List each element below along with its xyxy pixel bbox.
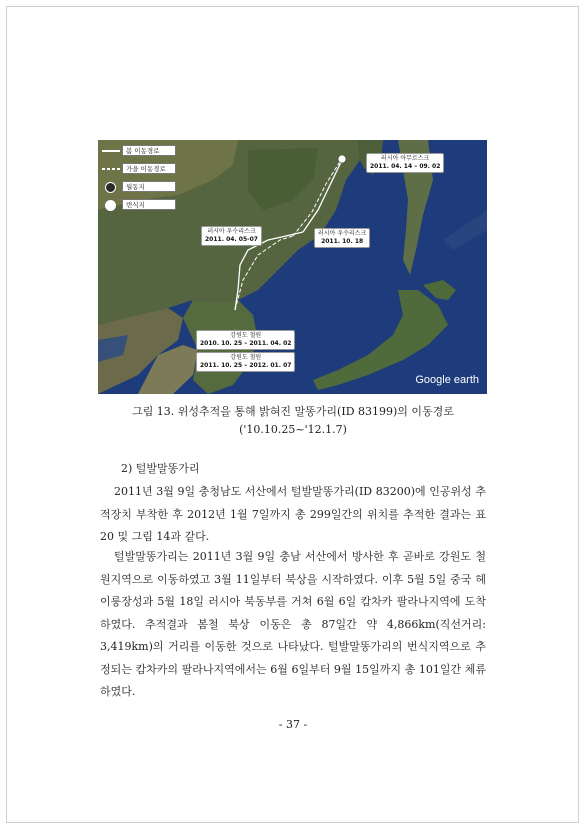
- callout-date: 2011. 04. 05-07: [205, 236, 258, 243]
- callout-amursk: [366, 153, 444, 173]
- legend-spring-route: [100, 142, 188, 159]
- figure-caption: 그림 13. 위성추적을 통해 밝혀진 말똥가리(ID 83199)의 이동경로: [132, 405, 454, 418]
- satellite-map: [98, 140, 487, 394]
- route-line-icon: [102, 150, 120, 152]
- google-earth-logo: [415, 374, 479, 386]
- section-heading: 2) 털발말똥가리: [121, 462, 200, 475]
- stopover-dot-icon: [105, 182, 116, 193]
- legend-label: 가을 이동경로: [122, 163, 176, 174]
- callout-name: 러시아 우수리스크: [207, 228, 256, 235]
- callout-name: 러시아 아무르스크: [381, 155, 430, 162]
- callout-ussuriysk-spring: [201, 226, 262, 246]
- paragraph-2: 털발말똥가리는 2011년 3월 9일 충남 서산에서 방사한 후 곧바로 강원도 철원지역으로 이동하였고 3월 11일부터 북상을 시작하였다. 이후 5월 5일 중국 헤이룽장성과 5월 18일 러시아 북동부를 거쳐 6월 6일 캄차카 팔라나지역에 도착하였다. 추적결과 봄철 북상 이동은 총 87일간 약 4,866km(직선거리: 3,419km)의 거리를 이동한 것으로 나타났다. 털발말똥가리의 번식지역으로 추정되는 캄차카의 팔라나지역에서는 6월 6일부터 9월 15일까지 총 101일간 체류하였다.: [100, 550, 486, 698]
- logo-earth-text: earth: [453, 374, 479, 386]
- logo-google-text: Google: [415, 374, 451, 386]
- callout-cheorwon-2: [196, 352, 295, 372]
- callout-date: 2011. 10. 25 – 2012. 01. 07: [200, 362, 292, 369]
- legend-autumn-route: [100, 160, 188, 177]
- callout-ussuriysk-autumn: [314, 228, 370, 248]
- legend-breeding: [100, 196, 188, 213]
- page-number: - 37 -: [278, 718, 308, 731]
- callout-name: 러시아 우수리스크: [318, 230, 367, 237]
- breeding-dot-icon: [105, 200, 116, 211]
- figure-caption-dates: ('10.10.25~'12.1.7): [239, 423, 347, 436]
- legend-label: 월동지: [122, 181, 176, 192]
- callout-name: 강원도 철원: [230, 354, 262, 361]
- callout-name: 강원도 철원: [230, 332, 262, 339]
- dashed-route-icon: [102, 168, 120, 170]
- legend-stopover: [100, 178, 188, 195]
- map-legend: [100, 142, 188, 214]
- legend-label: 번식지: [122, 199, 176, 210]
- paragraph-1: 2011년 3월 9일 충청남도 서산에서 털발말똥가리(ID 83200)에 인공위성 추적장치 부착한 후 2012년 1월 7일까지 총 299일간의 위치를 추적한 결과는 표 20 및 그림 14과 같다.: [100, 485, 486, 543]
- callout-cheorwon-1: [196, 330, 295, 350]
- callout-date: 2011. 04. 14 – 09. 02: [370, 163, 441, 170]
- callout-date: 2011. 10. 18: [321, 238, 364, 245]
- callout-date: 2010. 10. 25 – 2011. 04. 02: [200, 340, 292, 347]
- legend-label: 봄 이동경로: [122, 145, 176, 156]
